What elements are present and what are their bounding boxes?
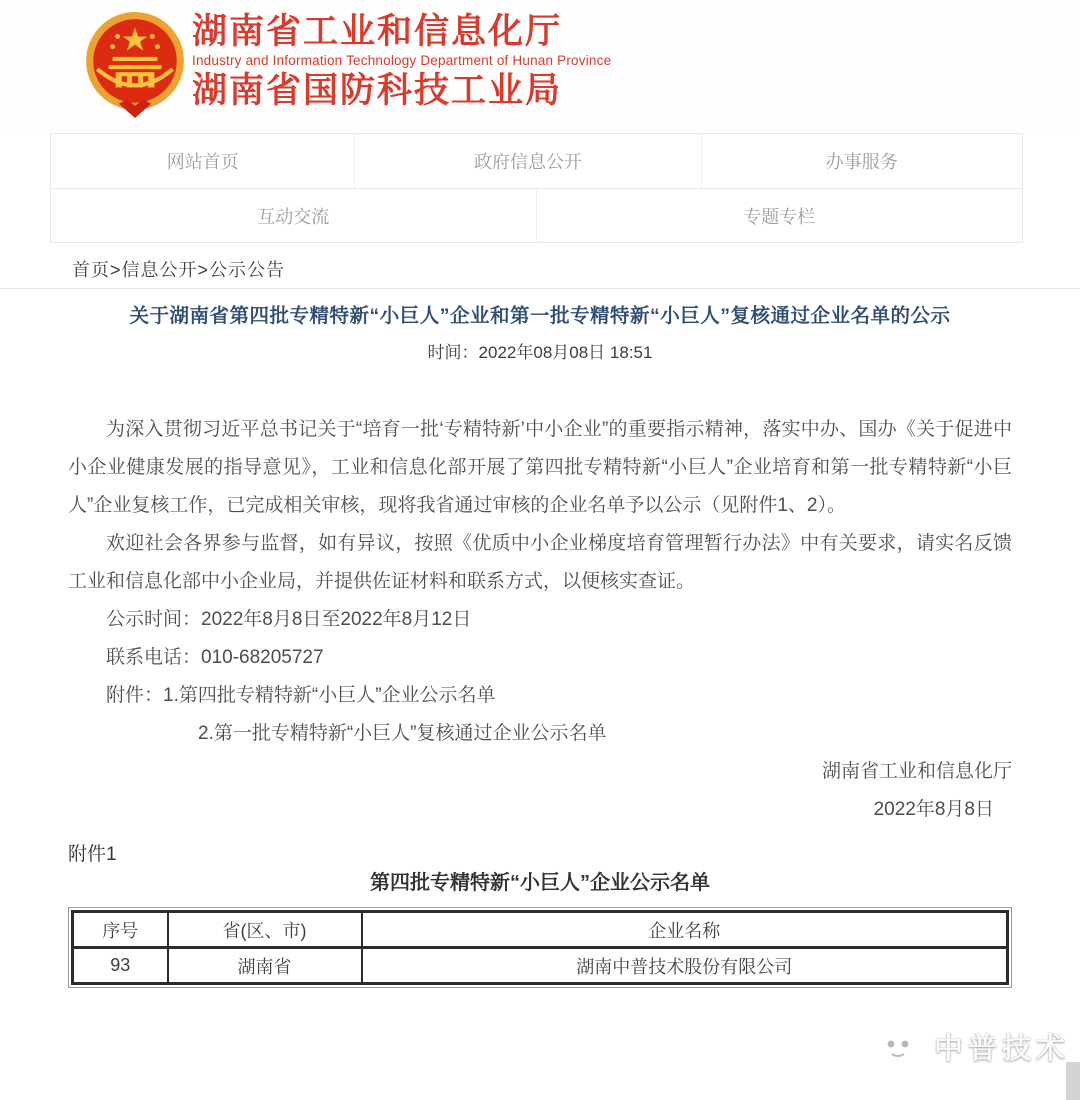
publish-time: 时间：2022年08月08日 18:51 xyxy=(427,343,653,362)
paragraph: 欢迎社会各界参与监督，如有异议，按照《优质中小企业梯度培育管理暂行办法》中有关要求，请实名反馈工业和信息化部中小企业局，并提供佐证材料和联系方式，以便核实查证。 xyxy=(68,533,1012,592)
zhongpu-panda-logo-icon xyxy=(868,1018,926,1074)
attachment-line-2 xyxy=(68,715,1012,753)
col-header-company: 企业名称 xyxy=(362,912,1008,948)
main-nav xyxy=(50,133,1023,243)
nav-item-home[interactable]: 网站首页 xyxy=(51,134,355,188)
cell-company: 湖南中普技术股份有限公司 xyxy=(362,948,1008,984)
signature-org: 湖南省工业和信息化厅 xyxy=(821,761,1012,782)
contact-phone: 联系电话：010-68205727 xyxy=(106,647,324,668)
article xyxy=(0,294,1080,988)
nav-item-interaction[interactable]: 互动交流 xyxy=(51,189,537,243)
col-header-index: 序号 xyxy=(73,912,168,948)
attachment-link-2[interactable]: 2.第一批专精特新“小巨人”复核通过企业公示名单 xyxy=(198,723,607,744)
org-name-cn2: 湖南省国防科技工业局 xyxy=(192,71,563,110)
cell-province: 湖南省 xyxy=(168,948,362,984)
attachment-link-1[interactable]: 1.第四批专精特新“小巨人”企业公示名单 xyxy=(163,685,496,706)
table-title: 第四批专精特新“小巨人”企业公示名单 xyxy=(370,872,710,894)
nav-item-special-columns[interactable]: 专题专栏 xyxy=(743,207,816,227)
publicity-period: 公示时间：2022年8月8日至2022年8月12日 xyxy=(106,609,472,630)
paragraph: 为深入贯彻习近平总书记关于“培育一批‘专精特新’中小企业”的重要指示精神，落实中办、国办《关于促进中小企业健康发展的指导意见》，工业和信息化部开展了第四批专精特新“小巨人”企业培育和第一批专精特新“小巨人”企业复核工作，已完成相关审核，现将我省通过审核的企业名单予以公示（见附件1、2）。 xyxy=(68,419,1012,516)
table-header-row xyxy=(73,912,1008,948)
nav-item-gov-info[interactable]: 政府信息公开 xyxy=(355,134,701,188)
attachment1-label: 附件1 xyxy=(68,844,117,865)
cell-index: 93 xyxy=(73,948,168,984)
page-title: 关于湖南省第四批专精特新“小巨人”企业和第一批专精特新“小巨人”复核通过企业名单的公示 xyxy=(129,305,951,327)
site-header xyxy=(0,0,1080,130)
org-name-en: Industry and Information Technology Department of Hunan Province xyxy=(192,53,612,68)
article-body xyxy=(68,411,1012,829)
nav-item-services[interactable]: 办事服务 xyxy=(825,152,898,172)
table-row xyxy=(73,948,1008,984)
china-national-emblem-icon xyxy=(84,10,186,118)
signature-date: 2022年8月8日 xyxy=(873,799,994,820)
attachments-label: 附件： xyxy=(106,685,164,706)
col-header-province: 省(区、市) xyxy=(168,912,362,948)
watermark xyxy=(868,1018,1070,1074)
company-table xyxy=(68,907,1012,988)
watermark-text: 中普技术 xyxy=(934,1032,1071,1065)
breadcrumb-divider xyxy=(0,288,1080,289)
breadcrumb[interactable]: 首页>信息公开>公示公告 xyxy=(72,260,286,280)
org-name-cn: 湖南省工业和信息化厅 xyxy=(192,12,563,51)
attachment-line-1 xyxy=(68,677,1012,715)
